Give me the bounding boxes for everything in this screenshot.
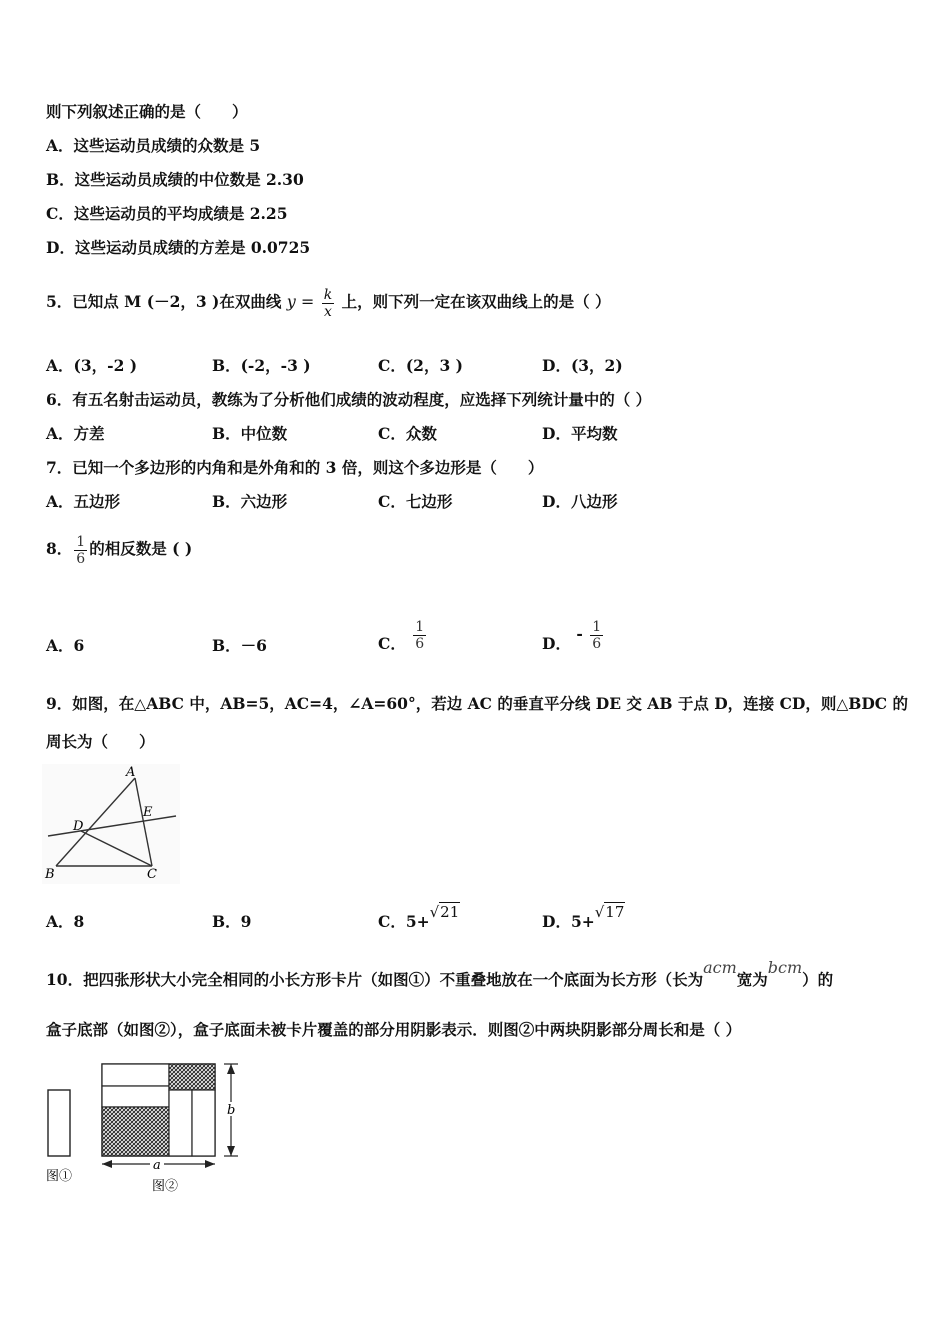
q8-option-a: A．6 (46, 636, 85, 655)
sqrt-icon: √ (594, 903, 605, 921)
q8-option-b: B．－6 (212, 636, 267, 655)
arrow-left-icon (102, 1160, 112, 1168)
q5-option-a: A．(3，-2 ) (46, 356, 138, 375)
q10-fig1-card (48, 1090, 70, 1156)
q8-option-c-fraction (413, 619, 426, 652)
q10-fig2-caption: 图② (152, 1179, 179, 1194)
q5-option-c: C．(2，3 ) (378, 356, 463, 375)
q10-label-b: b (227, 1103, 236, 1118)
q5-prefix: 5．已知点 M (－2，3 )在双曲线 (46, 292, 282, 311)
q9-option-d-label: D．5+ (542, 912, 595, 931)
q10-acm: acm (703, 958, 737, 977)
q5-option-d: D．(3，2) (542, 356, 623, 375)
q9-option-c-sqrt (430, 902, 461, 922)
q8-option-d-sign: - (576, 624, 583, 643)
q9-option-d-sqrt (595, 902, 626, 922)
q5-formula-denominator: x (324, 303, 332, 320)
q8-fraction-numerator: 1 (76, 533, 86, 550)
q7-stem: 7．已知一个多边形的内角和是外角和的 3 倍，则这个多边形是（ ） (46, 458, 544, 477)
q7-option-b: B．六边形 (212, 492, 288, 511)
sqrt-icon: √ (429, 903, 440, 921)
q5-formula-fraction (322, 287, 334, 320)
q7-option-a: A．五边形 (46, 492, 121, 511)
q10-stem-line2: 盒子底部（如图②），盒子底面未被卡片覆盖的部分用阴影表示．则图②中两块阴影部分周长和是（ ） (46, 1020, 742, 1039)
q5-option-b: B．(-2，-3 ) (212, 356, 311, 375)
q8-option-c-denominator: 6 (415, 635, 425, 652)
q4-option-c: C．这些运动员的平均成绩是 2.25 (46, 204, 288, 223)
q9-option-a: A．8 (46, 912, 85, 931)
q10-fig2-card-vertical-2 (192, 1090, 215, 1156)
q9-stem-line2: 周长为（ ） (46, 732, 155, 751)
q8-fraction-denominator: 6 (76, 550, 86, 567)
q8-fraction (74, 534, 87, 567)
q8-number: 8． (46, 539, 73, 558)
q6-option-d: D．平均数 (542, 424, 618, 443)
q9-label-d: D (73, 819, 84, 834)
q10-line1-a: 10．把四张形状大小完全相同的小长方形卡片（如图①）不重叠地放在一个底面为长方形（长为 (46, 970, 704, 989)
q10-fig2-card-middle (102, 1086, 169, 1107)
q5-formula-numerator: k (323, 286, 333, 303)
q9-label-a: A (126, 765, 136, 780)
q6-option-a: A．方差 (46, 424, 105, 443)
q9-label-b: B (45, 867, 55, 882)
q5-stem (46, 284, 611, 320)
q8-stem (46, 530, 192, 568)
q8-option-c (378, 614, 428, 674)
q7-option-c: C．七边形 (378, 492, 453, 511)
q8-option-d-fraction (590, 619, 603, 652)
arrow-right-icon (205, 1160, 215, 1168)
q10-fig2-card-vertical-1 (169, 1090, 192, 1156)
q5-suffix: 上，则下列一定在该双曲线上的是（ ） (341, 292, 611, 311)
q8-option-d-label: D． (542, 634, 571, 653)
q4-option-b: B．这些运动员成绩的中位数是 2.30 (46, 170, 304, 189)
q6-option-c: C．众数 (378, 424, 437, 443)
q9-triangle-figure (42, 764, 182, 890)
q10-line1-b: 宽为 (736, 970, 768, 989)
q10-label-a: a (153, 1158, 161, 1173)
q4-option-a: A．这些运动员成绩的众数是 5 (46, 136, 261, 155)
q10-line1-c: ）的 (802, 970, 834, 989)
q10-fig2-shade-top-right (169, 1064, 215, 1090)
q10-bcm: bcm (767, 958, 803, 977)
q9-option-c-label: C．5+ (378, 912, 430, 931)
arrow-down-icon (227, 1146, 235, 1156)
q8-stem-tail: 的相反数是 ( ) (89, 539, 193, 558)
q10-fig1-caption: 图① (46, 1169, 73, 1184)
q6-stem: 6．有五名射击运动员，教练为了分析他们成绩的波动程度，应选择下列统计量中的（ ） (46, 390, 652, 409)
q9-stem-line1: 9．如图，在△ABC 中，AB=5，AC=4，∠A=60°，若边 AC 的垂直平分线 DE 交 AB 于点 D，连接 CD，则△BDC 的 (46, 694, 909, 713)
q9-option-d (542, 903, 625, 932)
q4-stem: 则下列叙述正确的是（ ） (46, 102, 248, 121)
q7-option-d: D．八边形 (542, 492, 618, 511)
q10-figures (40, 1058, 250, 1202)
q9-triangle-svg (42, 764, 182, 886)
q5-formula-lhs: y = (286, 292, 315, 311)
q10-stem-line1 (46, 960, 833, 1000)
q4-option-d: D．这些运动员成绩的方差是 0.0725 (46, 238, 311, 257)
q10-fig2-card-top (102, 1064, 169, 1086)
q10-figures-svg (40, 1058, 250, 1198)
arrow-up-icon (227, 1064, 235, 1074)
q8-option-d-denominator: 6 (592, 635, 602, 652)
q9-option-d-radicand: 17 (605, 903, 625, 921)
q9-option-c (378, 903, 460, 932)
q10-fig2-shade-bottom-left (102, 1107, 169, 1156)
q6-option-b: B．中位数 (212, 424, 288, 443)
q9-label-e: E (143, 805, 153, 820)
q8-option-d-numerator: 1 (592, 618, 602, 635)
q8-option-d (542, 614, 605, 674)
q9-label-c: C (147, 867, 157, 882)
q9-option-b: B．9 (212, 912, 252, 931)
q9-option-c-radicand: 21 (440, 903, 460, 921)
q8-option-c-label: C． (378, 634, 406, 653)
q8-option-c-numerator: 1 (415, 618, 425, 635)
